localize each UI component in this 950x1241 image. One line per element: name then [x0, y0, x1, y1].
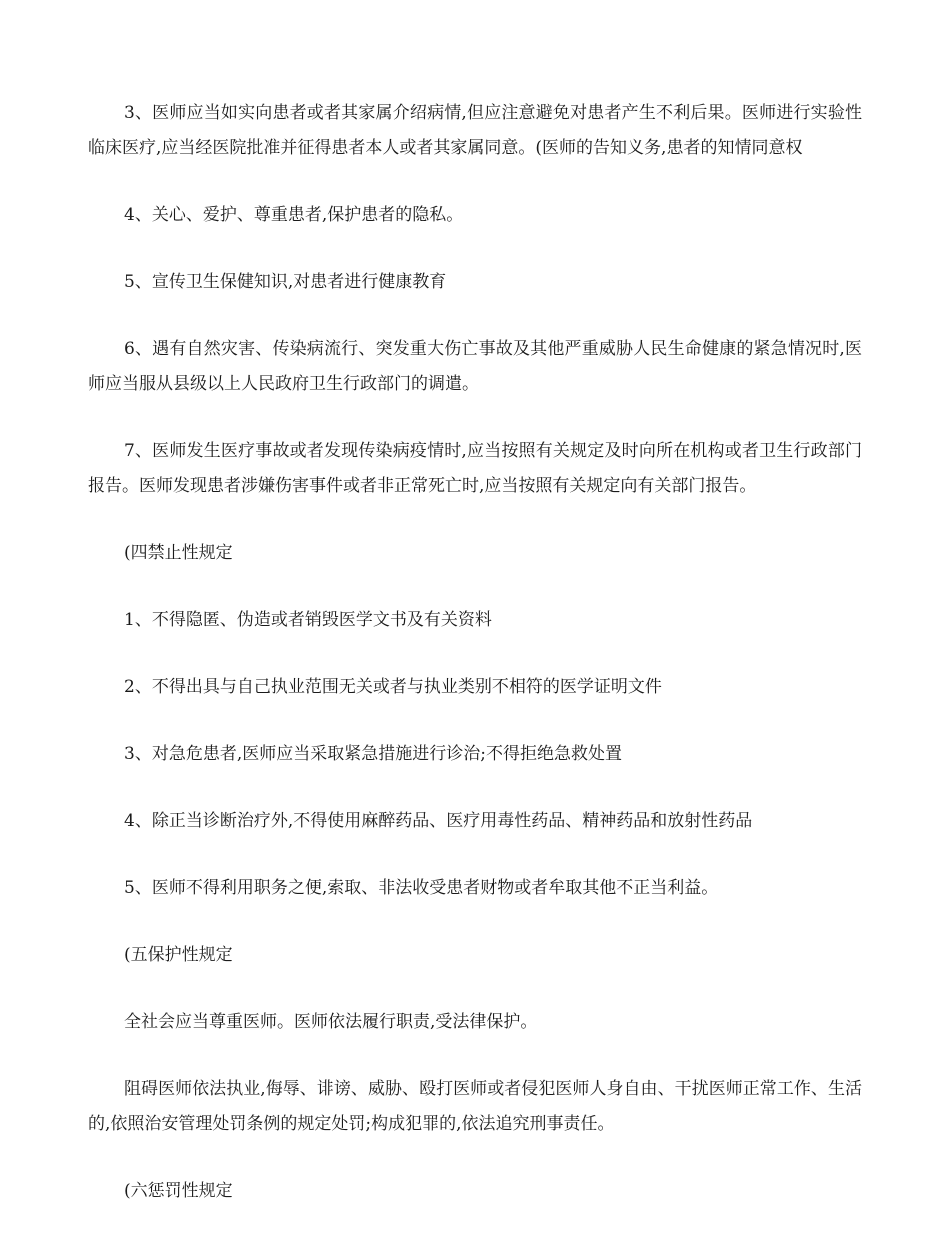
paragraph-duty-3: 3、医师应当如实向患者或者其家属介绍病情,但应注意避免对患者产生不利后果。医师进行实验性临床医疗,应当经医院批准并征得患者本人或者其家属同意。(医师的告知义务,患者的知情同意权 [88, 103, 862, 158]
paragraph-duty-7: 7、医师发生医疗事故或者发现传染病疫情时,应当按照有关规定及时向所在机构或者卫生行政部门报告。医师发现患者涉嫌伤害事件或者非正常死亡时,应当按照有关规定向有关部门报告。 [88, 441, 862, 496]
paragraph-prohibition-3: 3、对急危患者,医师应当采取紧急措施进行诊治;不得拒绝急救处置 [124, 744, 622, 764]
paragraph-prohibition-2: 2、不得出具与自己执业范围无关或者与执业类别不相符的医学证明文件 [124, 677, 662, 697]
paragraph-prohibition-4: 4、除正当诊断治疗外,不得使用麻醉药品、医疗用毒性药品、精神药品和放射性药品 [124, 811, 753, 831]
paragraph-prohibition-1: 1、不得隐匿、伪造或者销毁医学文书及有关资料 [124, 610, 492, 630]
paragraph-duty-6: 6、遇有自然灾害、传染病流行、突发重大伤亡事故及其他严重威胁人民生命健康的紧急情况时,医师应当服从县级以上人民政府卫生行政部门的调遣。 [88, 339, 862, 394]
paragraph-duty-5: 5、宣传卫生保健知识,对患者进行健康教育 [124, 272, 447, 292]
paragraph-prohibition-5: 5、医师不得利用职务之便,索取、非法收受患者财物或者牟取其他不正当利益。 [124, 878, 719, 898]
section-heading-prohibitions: (四禁止性规定 [124, 543, 233, 563]
paragraph-protection-1: 全社会应当尊重医师。医师依法履行职责,受法律保护。 [124, 1012, 538, 1032]
paragraph-protection-2: 阻碍医师依法执业,侮辱、诽谤、威胁、殴打医师或者侵犯医师人身自由、干扰医师正常工作、生活的,依照治安管理处罚条例的规定处罚;构成犯罪的,依法追究刑事责任。 [88, 1079, 862, 1134]
paragraph-duty-4: 4、关心、爱护、尊重患者,保护患者的隐私。 [124, 205, 464, 225]
section-heading-protection: (五保护性规定 [124, 945, 233, 965]
section-heading-penalties: (六惩罚性规定 [124, 1181, 233, 1201]
document-page [88, 96, 862, 1241]
